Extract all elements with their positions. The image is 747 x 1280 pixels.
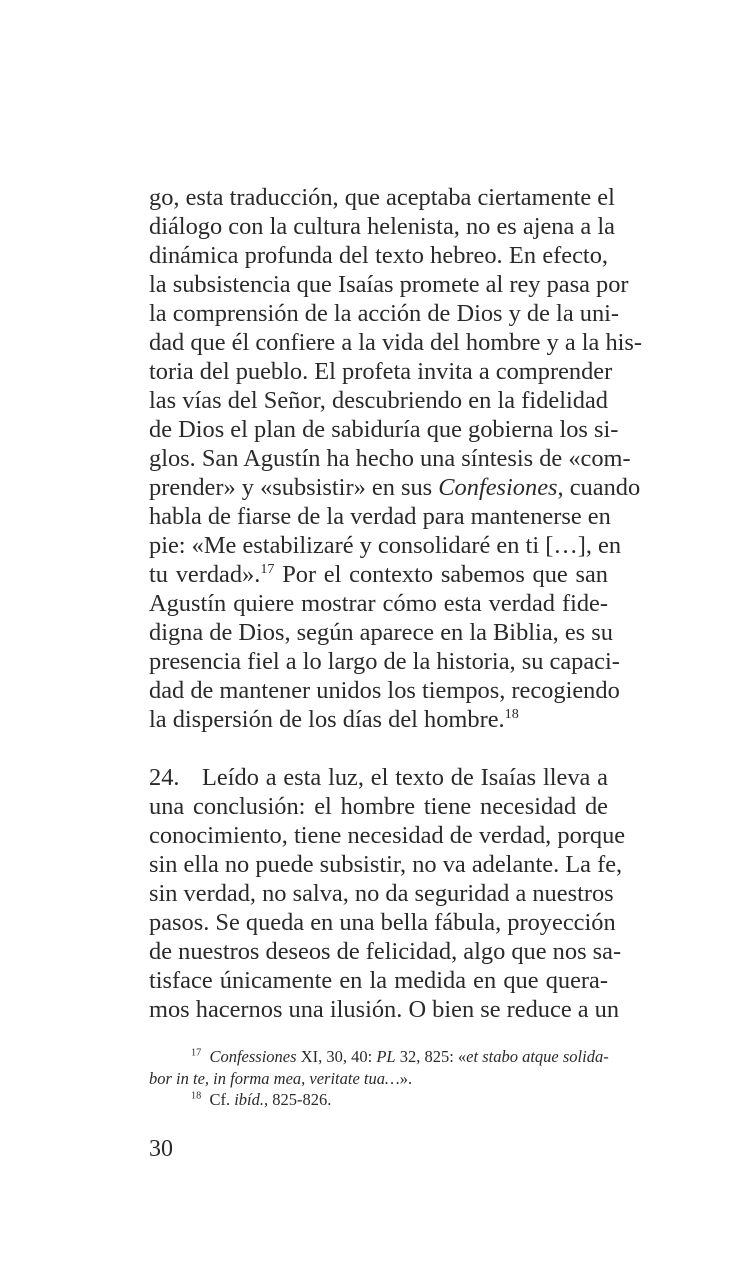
footnote-text: ». [399, 1069, 413, 1088]
footnote-pl: PL [376, 1047, 396, 1066]
text-segment: , cuando [557, 474, 641, 501]
text-line: mos hacernos una ilusión. O bien se reduce a un [149, 996, 620, 1023]
footnote-text: 32, 825: « [395, 1047, 467, 1066]
text-line: dad de mantener unidos los tiempos, recogiendo [149, 677, 620, 704]
text-line: las vías del Señor, descubriendo en la fidelidad [149, 387, 608, 414]
text-line: dinámica profunda del texto hebreo. En efecto, [149, 242, 608, 269]
text-line [149, 473, 641, 502]
text-line: sin ella no puede subsistir, no va adelante. La fe, [149, 851, 623, 878]
text-line: de Dios el plan de sabiduría que gobierna los si- [149, 416, 619, 443]
footnote-ref-18[interactable]: 18 [504, 706, 519, 723]
text-line: la comprensión de la acción de Dios y de la uni- [149, 300, 620, 327]
text-line: dad que él confiere a la vida del hombre y a la his- [149, 329, 643, 356]
footnote-17 [149, 1046, 608, 1067]
text-line: habla de fiarse de la verdad para mantenerse en [149, 503, 611, 530]
text-line: toria del pueblo. El profeta invita a comprender [149, 358, 613, 385]
footnote-18 [149, 1089, 608, 1110]
text-line: pie: «Me estabilizaré y consolidaré en ti […], en [149, 532, 622, 559]
text-line: conocimiento, tiene necesidad de verdad, porque [149, 822, 626, 849]
footnote-number: 17 [191, 1047, 202, 1059]
text-line: glos. San Agustín ha hecho una síntesis de «com- [149, 445, 631, 472]
text-line: diálogo con la cultura helenista, no es ajena a la [149, 213, 615, 240]
text-line: una conclusión: el hombre tiene necesidad de [149, 793, 608, 820]
text-line: tisface únicamente en la medida en que quera- [149, 967, 608, 994]
text-segment: la dispersión de los días del hombre. [149, 706, 505, 733]
text-line: presencia fiel a lo largo de la historia, su capaci- [149, 648, 620, 675]
text-segment: Leído a esta luz, el texto de Isaías lleva a [202, 764, 608, 791]
footnote-title: Confessiones [209, 1047, 297, 1066]
text-line [149, 560, 608, 589]
text-segment: prender» y «subsistir» en sus [149, 474, 439, 501]
footnote-text: 825-826. [268, 1090, 332, 1109]
text-line: go, esta traducción, que aceptaba ciertamente el [149, 184, 615, 211]
book-title-confesiones: Confesiones [438, 474, 558, 501]
footnote-ref-17[interactable]: 17 [260, 561, 275, 578]
text-line: la subsistencia que Isaías promete al rey pasa por [149, 271, 629, 298]
footnote-quote: bor in te, in forma mea, veritate tua… [149, 1069, 400, 1088]
footnote-ibid: ibíd., [234, 1090, 269, 1109]
footnote-17-cont [149, 1068, 608, 1089]
text-segment: Por el contexto sabemos que san [274, 561, 608, 588]
footnote-quote: et stabo atque solida- [466, 1047, 609, 1066]
footnote-number: 18 [191, 1090, 202, 1102]
footnote-text: XI, 30, 40: [296, 1047, 377, 1066]
page-number: 30 [149, 1136, 173, 1162]
text-line: de nuestros deseos de felicidad, algo que nos sa- [149, 938, 622, 965]
text-line: Agustín quiere mostrar cómo esta verdad fide- [149, 590, 608, 617]
text-line [149, 763, 608, 792]
footnote-text: Cf. [209, 1090, 235, 1109]
paragraph-number: 24. [149, 764, 180, 791]
text-line [149, 705, 608, 734]
text-line: pasos. Se queda en una bella fábula, proyección [149, 909, 616, 936]
text-segment: tu verdad». [149, 561, 261, 588]
text-line: digna de Dios, según aparece en la Biblia, es su [149, 619, 613, 646]
text-line: sin verdad, no salva, no da seguridad a nuestros [149, 880, 614, 907]
